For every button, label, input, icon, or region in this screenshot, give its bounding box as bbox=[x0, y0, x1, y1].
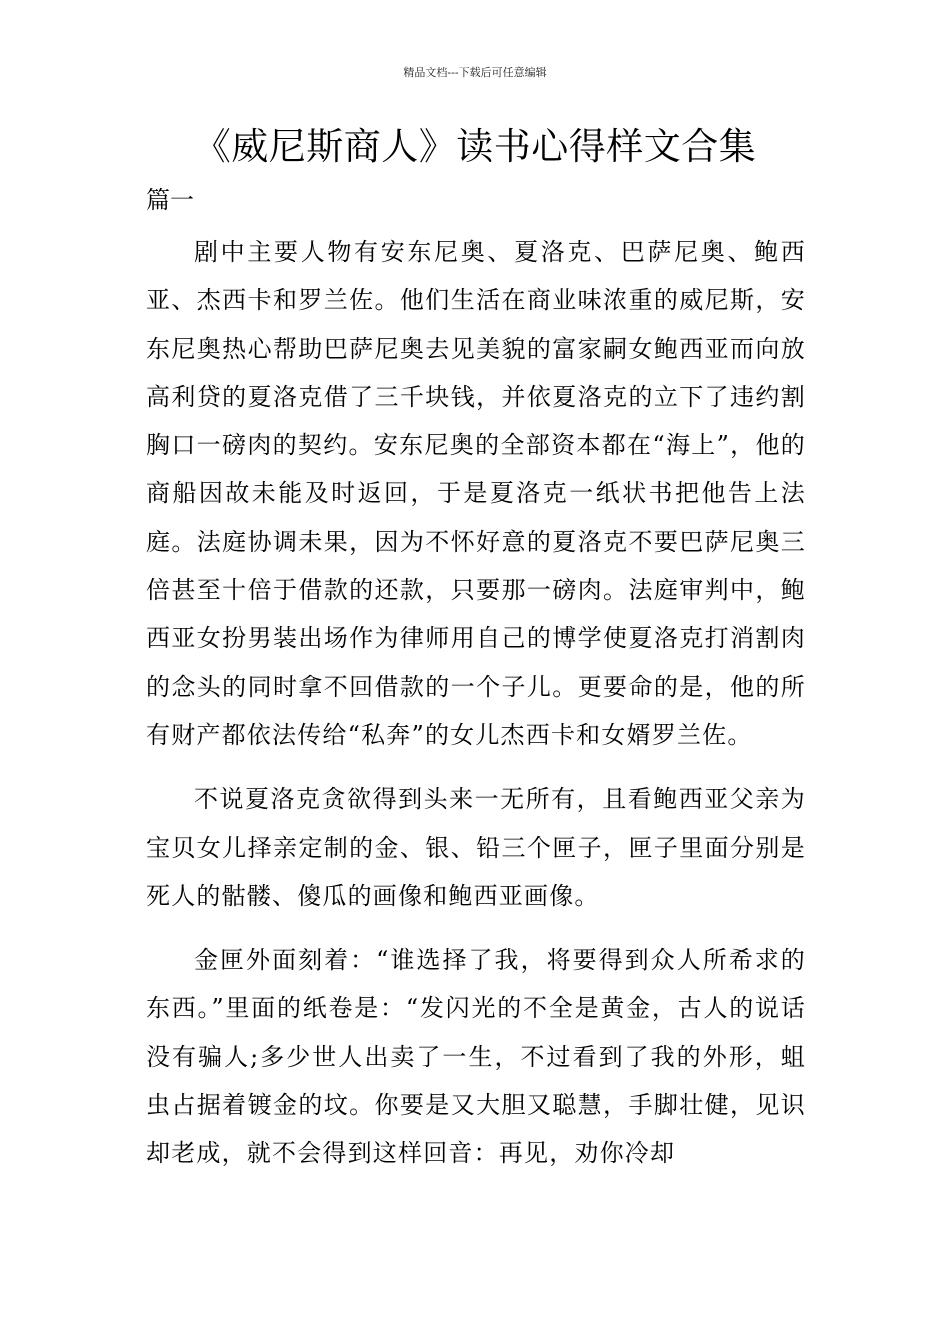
section-label: 篇一 bbox=[146, 186, 194, 214]
document-title: 《威尼斯商人》读书心得样文合集 bbox=[193, 125, 757, 168]
body-text bbox=[146, 228, 806, 1194]
paragraph: 金匣外面刻着：“谁选择了我，将要得到众人所希求的东西。”里面的纸卷是：“发闪光的不全是黄金，古人的说话没有骗人;多少世人出卖了一生，不过看到了我的外形，蛆虫占据着镀金的坟。你要是又大胆又聪慧，手脚壮健，见识却老成，就不会得到这样回音：再见，劝你冷却 bbox=[146, 946, 806, 1168]
paragraph: 剧中主要人物有安东尼奥、夏洛克、巴萨尼奥、鲍西亚、杰西卡和罗兰佐。他们生活在商业味浓重的威尼斯，安东尼奥热心帮助巴萨尼奥去见美貌的富家嗣女鲍西亚而向放高利贷的夏洛克借了三千块钱，并依夏洛克的立下了违约割胸口一磅肉的契约。安东尼奥的全部资本都在“海上”，他的商船因故未能及时返回，于是夏洛克一纸状书把他告上法庭。法庭协调未果，因为不怀好意的夏洛克不要巴萨尼奥三倍甚至十倍于借款的还款，只要那一磅肉。法庭审判中，鲍西亚女扮男装出场作为律师用自己的博学使夏洛克打消割肉的念头的同时拿不回借款的一个子儿。更要命的是，他的所有财产都依法传给“私奔”的女儿杰西卡和女婿罗兰佐。 bbox=[146, 238, 806, 749]
paragraph: 不说夏洛克贪欲得到头来一无所有，且看鲍西亚父亲为宝贝女儿择亲定制的金、银、铅三个匣子，匣子里面分别是死人的骷髅、傻瓜的画像和鲍西亚画像。 bbox=[146, 785, 806, 910]
header-note: 精品文档---下载后可任意编辑 bbox=[403, 66, 547, 79]
